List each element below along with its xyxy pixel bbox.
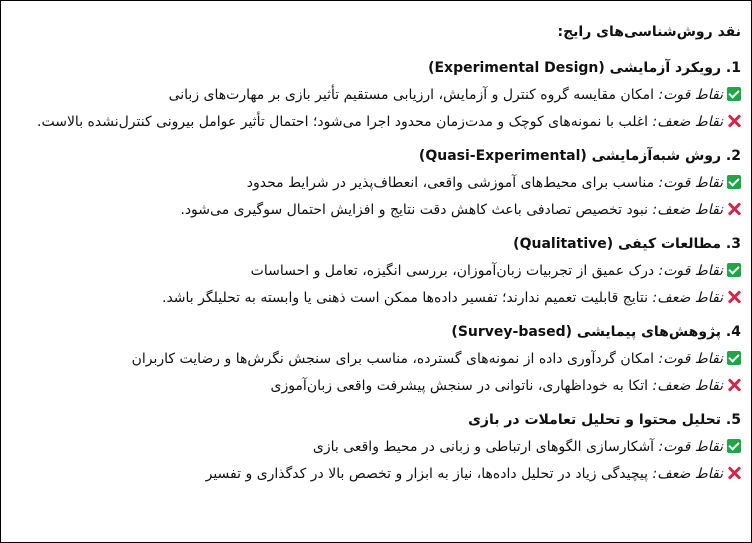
cross-mark-icon xyxy=(727,290,741,304)
weakness-row xyxy=(9,285,741,312)
weakness-text: اغلب با نمونه‌های کوچک و مدت‌زمان محدود اجرا می‌شود؛ احتمال تأثیر عوامل بیرونی کنترل‌نشده بالاست. xyxy=(37,114,653,130)
method-section xyxy=(9,319,741,400)
weakness-label: نقاط ضعف: xyxy=(652,378,723,394)
check-mark-icon xyxy=(727,87,741,101)
strength-row xyxy=(9,434,741,461)
page-heading: نقد روش‌شناسی‌های رایج: xyxy=(557,24,741,40)
section-number: 5. xyxy=(725,412,741,428)
strength-label: نقاط قوت: xyxy=(658,87,723,103)
section-title-text: مطالعات کیفی (Qualitative) xyxy=(513,236,722,252)
check-mark-icon xyxy=(727,351,741,365)
strength-label: نقاط قوت: xyxy=(658,439,723,455)
section-title xyxy=(9,407,741,434)
weakness-row xyxy=(9,109,741,136)
check-mark-icon xyxy=(727,263,741,277)
strength-text: آشکارسازی الگوهای ارتباطی و زبانی در محیط واقعی بازی xyxy=(312,439,659,455)
method-section xyxy=(9,55,741,136)
weakness-label: نقاط ضعف: xyxy=(652,114,723,130)
strength-label: نقاط قوت: xyxy=(658,351,723,367)
section-number: 3. xyxy=(725,236,741,252)
section-number: 4. xyxy=(725,324,741,340)
weakness-row xyxy=(9,461,741,488)
strength-label: نقاط قوت: xyxy=(658,175,723,191)
strength-label: نقاط قوت: xyxy=(658,263,723,279)
strength-text: امکان مقایسه گروه کنترل و آزمایش، ارزیابی مستقیم تأثیر بازی بر مهارت‌های زبانی xyxy=(168,87,659,103)
section-title-text: تحلیل محتوا و تحلیل تعاملات در بازی xyxy=(468,412,722,428)
cross-mark-icon xyxy=(727,114,741,128)
section-title-text: پژوهش‌های پیمایشی (Survey-based) xyxy=(451,324,722,340)
section-number: 2. xyxy=(725,148,741,164)
check-mark-icon xyxy=(727,439,741,453)
cross-mark-icon xyxy=(727,378,741,392)
strength-row xyxy=(9,170,741,197)
method-section xyxy=(9,231,741,312)
section-title xyxy=(9,319,741,346)
section-title-text: رویکرد آزمایشی (Experimental Design) xyxy=(428,60,722,76)
strength-text: امکان گردآوری داده از نمونه‌های گسترده، مناسب برای سنجش نگرش‌ها و رضایت کاربران xyxy=(131,351,659,367)
strength-row xyxy=(9,82,741,109)
weakness-label: نقاط ضعف: xyxy=(652,466,723,482)
weakness-label: نقاط ضعف: xyxy=(652,202,723,218)
section-title-text: روش شبه‌آزمایشی (Quasi-Experimental) xyxy=(418,148,722,164)
strength-row xyxy=(9,258,741,285)
section-title xyxy=(9,55,741,82)
strength-text: درک عمیق از تجربیات زبان‌آموزان، بررسی انگیزه، تعامل و احساسات xyxy=(250,263,659,279)
weakness-row xyxy=(9,197,741,224)
strength-row xyxy=(9,346,741,373)
weakness-text: نتایج قابلیت تعمیم ندارند؛ تفسیر داده‌ها ممکن است ذهنی یا وابسته به تحلیلگر باشد. xyxy=(162,290,653,306)
weakness-label: نقاط ضعف: xyxy=(652,290,723,306)
section-title xyxy=(9,143,741,170)
cross-mark-icon xyxy=(727,466,741,480)
document-body xyxy=(1,1,751,488)
check-mark-icon xyxy=(727,175,741,189)
method-section xyxy=(9,407,741,488)
cross-mark-icon xyxy=(727,202,741,216)
method-section xyxy=(9,143,741,224)
strength-text: مناسب برای محیط‌های آموزشی واقعی، انعطاف‌پذیر در شرایط محدود xyxy=(246,175,659,191)
weakness-text: نبود تخصیص تصادفی باعث کاهش دقت نتایج و افزایش احتمال سوگیری می‌شود. xyxy=(180,202,653,218)
weakness-row xyxy=(9,373,741,400)
weakness-text: اتکا به خوداظهاری، ناتوانی در سنجش پیشرفت واقعی زبان‌آموزی xyxy=(270,378,653,394)
section-title xyxy=(9,231,741,258)
weakness-text: پیچیدگی زیاد در تحلیل داده‌ها، نیاز به ابزار و تخصص بالا در کدگذاری و تفسیر xyxy=(205,466,653,482)
section-number: 1. xyxy=(725,60,741,76)
